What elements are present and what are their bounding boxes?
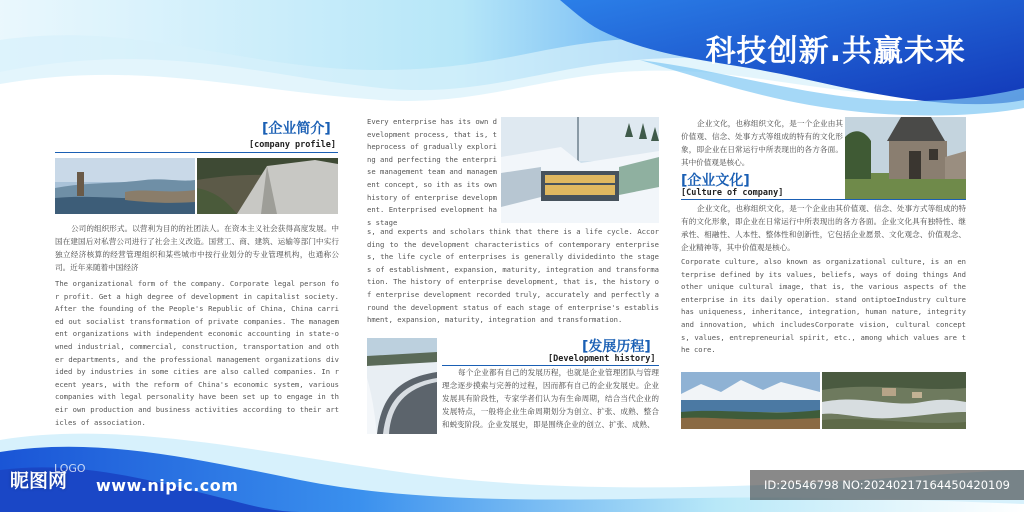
watermark-site-name: 昵图网	[10, 470, 68, 492]
landscape-rock-lake-photo	[55, 158, 195, 214]
glass-building-snow-photo	[501, 117, 659, 223]
aerial-river-village-photo	[822, 372, 966, 429]
history-text-cn: 每个企业都有自己的发展历程，也就是企业管理团队与管理理念逐步摸索与完善的过程，因而都有自己的企业发展史。企业发展具有阶段性，专家学者们认为有生命周期，结合当代企业的发展特点，一般将企业生命周期划分为创立、扩张、成熟、整合和蜕变阶段。企业发展史，即是围绕企业的创立、扩张、成熟、	[442, 368, 659, 429]
profile-heading-cn: [企业简介]	[262, 121, 331, 137]
history-text-en-full: s, and experts and scholars think that there is a life cycle. According to the development characteristics of contemporary enterprises, the life cycle of enterprises is generally dividedinto the stages of establishment, expansion, maturity, integration and transformation. The history of enterprise development, that is, the history of enterprise development recorded truly, accurately and perfectly around the development status of each stage of enterprise's establishment, expansion, maturity, integration and transformation.	[367, 227, 659, 325]
culture-text-en: Corporate culture, also known as organizational culture, is an enterprise defined by its values, beliefs, ways of doing things And other unique cultural image, that is, the various aspects of the enterprise in its daily operation. stand ontiptoeIndustry culture has uniqueness, inheritance, integration, human nature, integrity and innovation, which includesCorporate vision, cultural concepts, values, entrepreneurial spirit, etc., among which values are the core.	[681, 257, 966, 355]
snow-curved-roof-photo	[367, 338, 437, 434]
dam-wall-photo	[197, 158, 338, 214]
profile-heading-en: [company profile]	[249, 140, 336, 150]
profile-divider	[55, 152, 338, 153]
culture-text-cn: 企业文化，也称组织文化，是一个企业由其价值观、信念、处事方式等组成的特有的文化形象，即企业在日常运行中所表现出的各方各面。企业文化具有独特性、继承性、相融性、人本性、整体性和创新性，它包括企业愿景、文化观念、价值观念、企业精神等，其中价值观是核心。	[681, 204, 966, 252]
culture-heading-cn: [企业文化]	[681, 173, 750, 189]
watermark-url: www.nipic.com	[96, 476, 239, 495]
culture-heading-en: [Culture of company]	[681, 188, 784, 198]
profile-text-cn: 公司的组织形式。以营利为目的的社团法人。在资本主义社会获得高度发展。中国在建国后对私营公司进行了社会主义改造。国营工、商、建筑、运输等部门中实行独立经济核算的经营管理组织和某些城市中按行业划分的专业管理机构，也通称公司。近年来随着中国经济	[55, 224, 339, 272]
history-heading-en: [Development history]	[548, 354, 656, 364]
stone-house-photo	[845, 117, 966, 200]
watermark-id-bar: ID:20546798 NO:20240217164450420109	[750, 470, 1024, 500]
culture-divider	[681, 199, 966, 200]
history-heading-cn: [发展历程]	[582, 339, 651, 355]
history-text-en-top: Every enterprise has its own development process, that is, theprocess of gradually exploring and perfecting the enterprise management team and management concept, so ith as its own history of enterprise development. Enterprised evelopment has stage	[367, 117, 497, 227]
watermark-logo: LOGO	[54, 462, 86, 475]
banner-title: 科技创新.共赢未来	[705, 34, 966, 69]
culture-text-cn-top: 企业文化，也称组织文化，是一个企业由其价值观、信念、处事方式等组成的特有的文化形象，即企业在日常运行中所表现出的各方各面。其中价值观是核心。	[681, 119, 843, 167]
profile-text-en: The organizational form of the company. Corporate legal person for profit. Get a high degree of development in capitalist society. After the founding of the People's Republic of China, China carried out socialist transformation of private companies. The management organizations with independent economic accounting in state-owned industrial, commercial, construction, transportation and other departments, and the professional management organizations divided by industries in some cities are also called companies. In recent years, with the reform of China's economic system, various companies with legal personality have been set up to engage in their own production and business activities according to their articles of association.	[55, 279, 339, 427]
snowy-mountain-lake-photo	[681, 372, 820, 429]
